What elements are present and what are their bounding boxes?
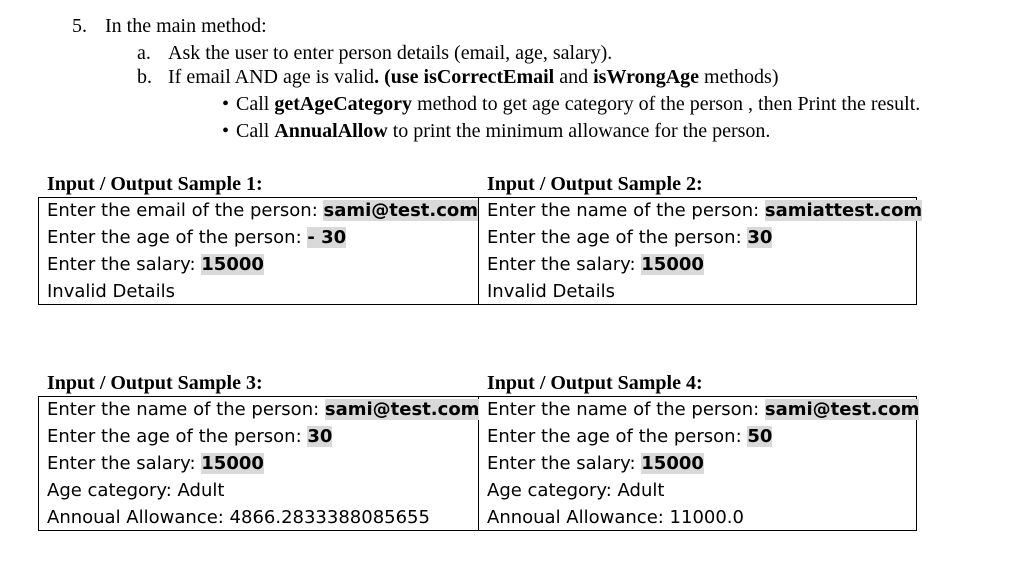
- sample-4-age-value: 50: [747, 426, 773, 447]
- sample-1-line-2: Enter the age of the person: - 30: [47, 227, 347, 248]
- sample-1-line-1: Enter the email of the person: sami@test.com: [47, 200, 479, 221]
- sample-3-age-value: 30: [307, 426, 333, 447]
- sample-2-title: Input / Output Sample 2:: [487, 173, 703, 195]
- bullet2-text-1: Call: [236, 120, 275, 142]
- sample-1-title: Input / Output Sample 1:: [47, 173, 263, 195]
- bullet-icon: •: [222, 120, 230, 142]
- sample-1-line-3: Enter the salary: 15000: [47, 254, 264, 275]
- sample-4-line-4: Age category: Adult: [487, 480, 665, 501]
- sample-3-email-value: sami@test.com: [324, 399, 480, 420]
- table-divider: [478, 198, 479, 304]
- sub-b-text-3: and: [554, 66, 594, 88]
- sample-1-line-4: Invalid Details: [47, 281, 175, 302]
- sample-3-line-2: Enter the age of the person: 30: [47, 426, 333, 447]
- sub-b-text-2: . (use: [374, 66, 424, 88]
- is-correct-email-method: isCorrectEmail: [423, 66, 555, 88]
- sample-1-salary-value: 15000: [201, 254, 264, 275]
- is-wrong-age-method: isWrongAge: [593, 66, 700, 88]
- sub-b-text-4: methods): [699, 66, 779, 88]
- sample-2-line-3: Enter the salary: 15000: [487, 254, 704, 275]
- sample-1-age-value: - 30: [307, 227, 347, 248]
- bullet1-text-2: method to get age category of the person , then Print the result.: [412, 93, 921, 115]
- annual-allow-method: AnnualAllow: [274, 120, 388, 142]
- sub-b-text: [168, 64, 778, 91]
- sample-4-title: Input / Output Sample 4:: [487, 372, 703, 394]
- sample-4-email-value: sami@test.com: [764, 399, 920, 420]
- sub-b-text-1: If email AND age is valid: [168, 66, 375, 88]
- sample-1-email-value: sami@test.com: [323, 200, 479, 221]
- sample-2-line-2: Enter the age of the person: 30: [487, 227, 773, 248]
- sample-4-line-1: Enter the name of the person: sami@test.com: [487, 399, 920, 420]
- sample-2-line-4: Invalid Details: [487, 281, 615, 302]
- sample-3-title: Input / Output Sample 3:: [47, 372, 263, 394]
- sample-3-line-4: Age category: Adult: [47, 480, 225, 501]
- sample-3-line-5: Annoual Allowance: 4866.2833388085655: [47, 507, 430, 528]
- sample-2-age-value: 30: [747, 227, 773, 248]
- sample-4-salary-value: 15000: [641, 453, 704, 474]
- sample-4-line-3: Enter the salary: 15000: [487, 453, 704, 474]
- sample-2-line-1: Enter the name of the person: samiattest.com: [487, 200, 923, 221]
- sub-a-text: Ask the user to enter person details (email, age, salary).: [168, 42, 613, 64]
- sample-3-salary-value: 15000: [201, 453, 264, 474]
- sample-4-line-5: Annoual Allowance: 11000.0: [487, 507, 744, 528]
- sample-3-line-3: Enter the salary: 15000: [47, 453, 264, 474]
- sub-a-label: a.: [137, 42, 151, 64]
- bullet-icon: •: [222, 93, 230, 115]
- bullet-item-2: [222, 118, 770, 145]
- bullet-item-1: [222, 91, 920, 118]
- sample-2-salary-value: 15000: [641, 254, 704, 275]
- sample-2-email-value: samiattest.com: [764, 200, 923, 221]
- bullet2-text-2: to print the minimum allowance for the person.: [387, 120, 771, 142]
- bullet1-text-1: Call: [236, 93, 275, 115]
- sample-4-line-2: Enter the age of the person: 50: [487, 426, 773, 447]
- sub-b-label: b.: [137, 66, 152, 88]
- step-text: In the main method:: [105, 15, 267, 37]
- step-number: 5.: [72, 15, 87, 37]
- sample-3-line-1: Enter the name of the person: sami@test.com: [47, 399, 480, 420]
- get-age-category-method: getAgeCategory: [274, 93, 413, 115]
